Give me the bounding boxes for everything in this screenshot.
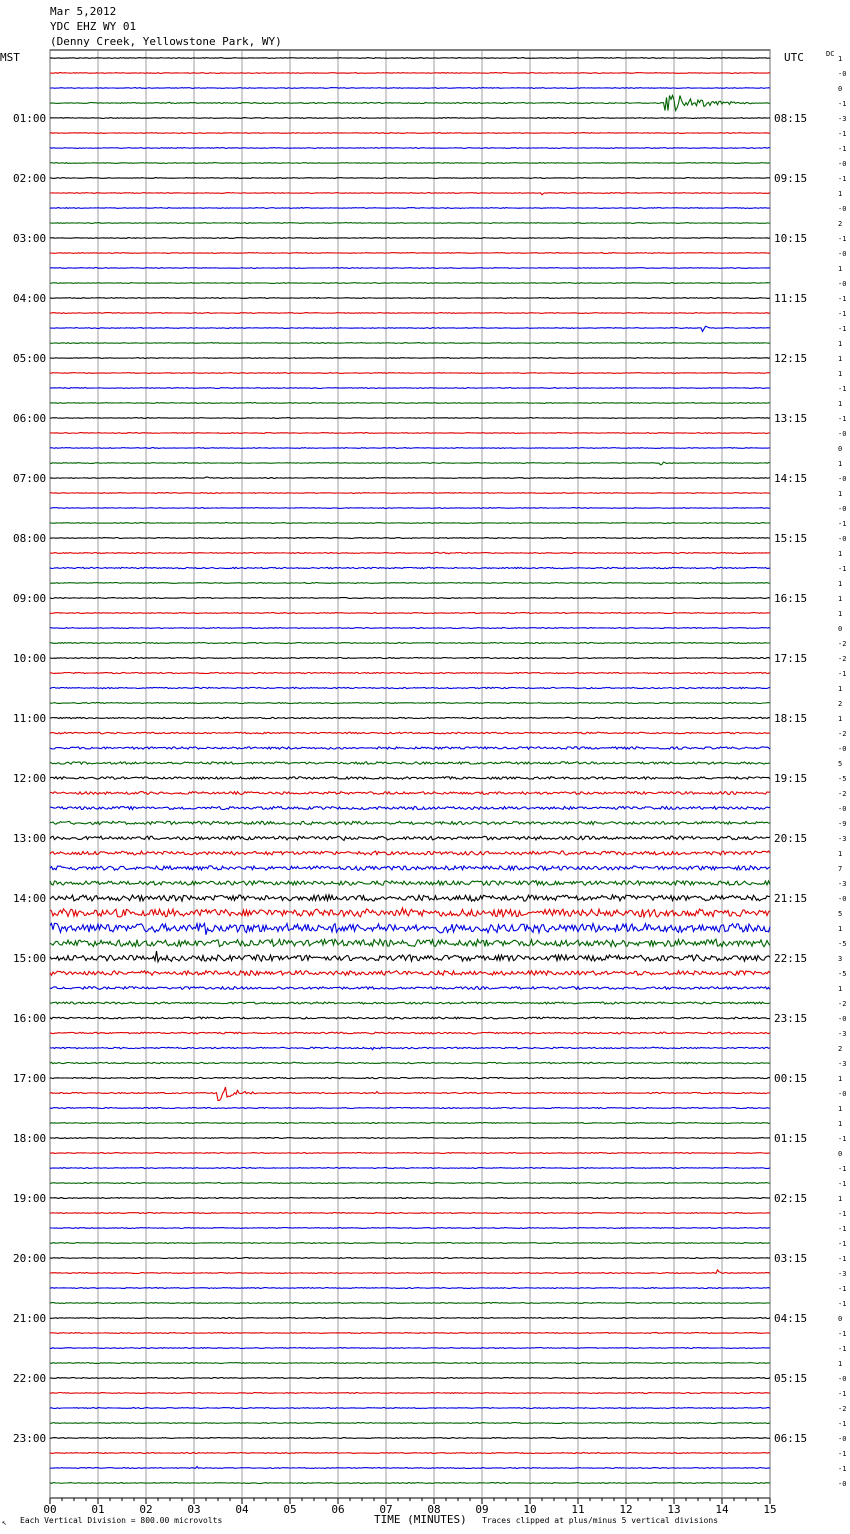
scale-note: Each Vertical Division = 800.00 microvolts: [20, 1516, 223, 1525]
utc-axis-label: UTC: [784, 51, 804, 64]
trace-line: [50, 283, 770, 284]
mst-hour-label: 05:00: [13, 352, 47, 365]
dc-offset-label: -1: [838, 1285, 847, 1293]
dc-offset-label: -1: [838, 565, 847, 573]
trace-line: [50, 1363, 770, 1364]
mst-hour-label: 20:00: [13, 1252, 47, 1265]
trace-line: [50, 1303, 770, 1304]
trace-line: [50, 1138, 770, 1139]
dc-offset-label: 1: [838, 490, 843, 498]
dc-offset-label: 1: [838, 610, 843, 618]
trace-line: [50, 762, 770, 764]
x-tick-label: 03: [187, 1503, 201, 1516]
dc-offset-label: -1: [838, 325, 847, 333]
trace-line: [50, 118, 770, 119]
trace-line: [50, 939, 770, 947]
dc-offset-label: 1: [838, 715, 843, 723]
mst-hour-label: 07:00: [13, 472, 47, 485]
dc-offset-label: -2: [838, 730, 847, 738]
dc-offset-label: 1: [838, 925, 843, 933]
x-tick-label: 10: [523, 1503, 537, 1516]
mst-hour-label: 12:00: [13, 772, 47, 785]
dc-offset-label: -3: [838, 835, 847, 843]
x-tick-label: 06: [331, 1503, 345, 1516]
dc-offset-label: 0: [838, 625, 843, 633]
trace-line: [50, 1047, 770, 1050]
utc-hour-label: 10:15: [774, 232, 808, 245]
trace-line: [50, 1333, 770, 1334]
dc-offset-label: -1: [838, 310, 847, 318]
mst-hour-label: 11:00: [13, 712, 47, 725]
dc-offset-label: -5: [838, 775, 847, 783]
trace-line: [50, 672, 770, 673]
trace-line: [50, 238, 770, 239]
trace-line: [50, 223, 770, 224]
mst-hour-label: 01:00: [13, 112, 47, 125]
mst-hour-label: 16:00: [13, 1012, 47, 1025]
trace-line: [50, 923, 770, 934]
mst-hour-label: 04:00: [13, 292, 47, 305]
mst-hour-label: 13:00: [13, 832, 47, 845]
x-tick-label: 07: [379, 1503, 393, 1516]
dc-header-label: DC: [826, 50, 835, 58]
x-tick-label: 00: [43, 1503, 57, 1516]
trace-group: [50, 58, 770, 1484]
dc-offset-label: 0: [838, 1315, 843, 1323]
trace-line: [50, 538, 770, 539]
trace-line: [50, 1213, 770, 1214]
utc-hour-label: 09:15: [774, 172, 808, 185]
trace-line: [50, 717, 770, 718]
trace-line: [50, 1062, 770, 1063]
trace-line: [50, 1408, 770, 1409]
dc-offset-label: -1: [838, 295, 847, 303]
utc-hour-label: 02:15: [774, 1192, 808, 1205]
dc-offset-label: -5: [838, 940, 847, 948]
trace-line: [50, 1032, 770, 1034]
dc-offset-label: 1: [838, 355, 843, 363]
trace-line: [50, 1258, 770, 1259]
mst-hour-label: 03:00: [13, 232, 47, 245]
trace-line: [50, 373, 770, 374]
dc-offset-label: 1: [838, 685, 843, 693]
x-tick-label: 14: [715, 1503, 729, 1516]
dc-offset-label: -2: [838, 655, 847, 663]
dc-offset-label: 1: [838, 370, 843, 378]
dc-offset-label: -3: [838, 1270, 847, 1278]
trace-line: [50, 58, 770, 59]
dc-offset-label: -2: [838, 1000, 847, 1008]
chart-date: Mar 5,2012: [50, 5, 117, 18]
dc-offset-label: -0: [838, 280, 847, 288]
dc-offset-label: -0: [838, 745, 847, 753]
mst-hour-label: 10:00: [13, 652, 47, 665]
dc-offset-label: -1: [838, 415, 847, 423]
trace-line: [50, 313, 770, 314]
dc-offset-label: -0: [838, 1435, 847, 1443]
dc-offset-label: -1: [838, 1390, 847, 1398]
dc-offset-label: -1: [838, 1345, 847, 1353]
trace-line: [50, 643, 770, 644]
utc-hour-label: 05:15: [774, 1372, 808, 1385]
x-tick-label: 05: [283, 1503, 297, 1516]
dc-offset-label: -1: [838, 130, 847, 138]
dc-offset-label: -5: [838, 970, 847, 978]
trace-line: [50, 971, 770, 976]
x-tick-label: 09: [475, 1503, 489, 1516]
utc-hour-label: 23:15: [774, 1012, 808, 1025]
trace-line: [50, 1318, 770, 1319]
dc-offset-label: 1: [838, 1105, 843, 1113]
dc-offset-label: 1: [838, 1360, 843, 1368]
dc-offset-label: -0: [838, 250, 847, 258]
mst-hour-label: 19:00: [13, 1192, 47, 1205]
trace-line: [50, 462, 770, 465]
trace-line: [50, 777, 770, 780]
trace-line: [50, 747, 770, 750]
x-tick-label: 11: [571, 1503, 585, 1516]
trace-line: [50, 987, 770, 990]
dc-offset-label: -1: [838, 1465, 847, 1473]
trace-line: [50, 88, 770, 89]
dc-offset-label: -0: [838, 475, 847, 483]
dc-offset-label: 7: [838, 865, 843, 873]
trace-line: [50, 1183, 770, 1184]
trace-line: [50, 951, 770, 962]
mst-hour-label: 09:00: [13, 592, 47, 605]
trace-line: [50, 1378, 770, 1379]
utc-hour-label: 16:15: [774, 592, 808, 605]
trace-line: [50, 208, 770, 209]
trace-line: [50, 163, 770, 164]
x-tick-label: 01: [91, 1503, 105, 1516]
trace-line: [50, 866, 770, 870]
trace-line: [50, 628, 770, 629]
dc-offset-label: 1: [838, 55, 843, 63]
trace-line: [50, 1393, 770, 1394]
trace-line: [50, 881, 770, 886]
trace-line: [50, 1228, 770, 1229]
dc-offset-label: 0: [838, 445, 843, 453]
dc-offset-label: -1: [838, 1255, 847, 1263]
dc-offset-label: 1: [838, 190, 843, 198]
dc-offset-label: -0: [838, 70, 847, 78]
dc-offset-label: 0: [838, 85, 843, 93]
trace-line: [50, 358, 770, 359]
utc-hour-label: 18:15: [774, 712, 808, 725]
dc-offset-label: 2: [838, 220, 843, 228]
x-tick-label: 15: [763, 1503, 777, 1516]
dc-offset-label: -1: [838, 1210, 847, 1218]
trace-line: [50, 851, 770, 855]
trace-line: [50, 687, 770, 688]
trace-line: [50, 343, 770, 344]
trace-line: [50, 1002, 770, 1004]
dc-offset-label: 5: [838, 910, 843, 918]
trace-line: [50, 1108, 770, 1109]
dc-offset-label: -0: [838, 1090, 847, 1098]
trace-line: [50, 133, 770, 134]
mst-hour-label: 08:00: [13, 532, 47, 545]
dc-offset-label: -1: [838, 1450, 847, 1458]
dc-offset-label: 3: [838, 955, 843, 963]
trace-line: [50, 552, 770, 554]
utc-hour-label: 22:15: [774, 952, 808, 965]
utc-hour-label: 11:15: [774, 292, 808, 305]
dc-offset-label: -1: [838, 1330, 847, 1338]
trace-line: [50, 836, 770, 840]
dc-offset-label: -1: [838, 1180, 847, 1188]
utc-hour-label: 01:15: [774, 1132, 808, 1145]
trace-line: [50, 388, 770, 389]
trace-line: [50, 403, 770, 404]
trace-line: [50, 1423, 770, 1424]
trace-line: [50, 1123, 770, 1124]
dc-offset-label: -2: [838, 1405, 847, 1413]
utc-hour-label: 17:15: [774, 652, 808, 665]
trace-line: [50, 418, 770, 419]
x-tick-label: 13: [667, 1503, 681, 1516]
corner-mark: ↖: [2, 1518, 7, 1527]
mst-hour-label: 02:00: [13, 172, 47, 185]
x-tick-label: 08: [427, 1503, 441, 1516]
dc-offset-label: 1: [838, 265, 843, 273]
trace-line: [50, 613, 770, 614]
dc-offset-label: 1: [838, 850, 843, 858]
dc-offset-label: -1: [838, 1420, 847, 1428]
dc-offset-label: -0: [838, 160, 847, 168]
trace-line: [50, 1453, 770, 1454]
trace-line: [50, 567, 770, 568]
chart-location: (Denny Creek, Yellowstone Park, WY): [50, 35, 282, 48]
axis-labels: [13, 55, 846, 1516]
trace-line: [50, 1288, 770, 1289]
mst-hour-label: 15:00: [13, 952, 47, 965]
trace-line: [50, 1467, 770, 1469]
chart-station: YDC EHZ WY 01: [50, 20, 137, 33]
mst-hour-label: 21:00: [13, 1312, 47, 1325]
utc-hour-label: 00:15: [774, 1072, 808, 1085]
x-axis-title: TIME (MINUTES): [374, 1513, 467, 1526]
utc-hour-label: 06:15: [774, 1432, 808, 1445]
trace-line: [50, 1243, 770, 1244]
trace-line: [50, 1087, 770, 1100]
dc-offset-label: -1: [838, 1135, 847, 1143]
clip-note: Traces clipped at plus/minus 5 vertical divisions: [482, 1516, 719, 1525]
dc-offset-label: 1: [838, 985, 843, 993]
trace-line: [50, 433, 770, 434]
dc-offset-label: -1: [838, 1300, 847, 1308]
dc-offset-label: -9: [838, 820, 847, 828]
utc-hour-label: 15:15: [774, 532, 808, 545]
trace-line: [50, 523, 770, 524]
mst-hour-label: 22:00: [13, 1372, 47, 1385]
trace-line: [50, 732, 770, 734]
dc-offset-label: -0: [838, 895, 847, 903]
trace-line: [50, 73, 770, 74]
trace-line: [50, 253, 770, 254]
trace-line: [50, 1483, 770, 1484]
dc-offset-label: -0: [838, 805, 847, 813]
dc-offset-label: -1: [838, 670, 847, 678]
dc-offset-label: 1: [838, 595, 843, 603]
trace-line: [50, 298, 770, 299]
x-tick-label: 12: [619, 1503, 633, 1516]
utc-hour-label: 12:15: [774, 352, 808, 365]
trace-line: [50, 1017, 770, 1019]
dc-offset-label: -1: [838, 100, 847, 108]
dc-offset-label: -1: [838, 1165, 847, 1173]
mst-hour-label: 23:00: [13, 1432, 47, 1445]
dc-offset-label: 1: [838, 550, 843, 558]
dc-offset-label: 1: [838, 580, 843, 588]
x-tick-label: 04: [235, 1503, 249, 1516]
trace-line: [50, 598, 770, 599]
dc-offset-label: -1: [838, 235, 847, 243]
mst-hour-label: 06:00: [13, 412, 47, 425]
dc-offset-label: -0: [838, 1375, 847, 1383]
trace-line: [50, 792, 770, 795]
dc-offset-label: -3: [838, 1060, 847, 1068]
dc-offset-label: 1: [838, 1120, 843, 1128]
dc-offset-label: -0: [838, 505, 847, 513]
trace-line: [50, 1270, 770, 1274]
dc-offset-label: -1: [838, 175, 847, 183]
dc-offset-label: -0: [838, 1015, 847, 1023]
dc-offset-label: 1: [838, 340, 843, 348]
mst-hour-label: 17:00: [13, 1072, 47, 1085]
dc-offset-label: -0: [838, 1480, 847, 1488]
trace-line: [50, 508, 770, 509]
trace-line: [50, 1348, 770, 1349]
dc-offset-label: -1: [838, 385, 847, 393]
utc-hour-label: 19:15: [774, 772, 808, 785]
trace-line: [50, 583, 770, 584]
utc-hour-label: 03:15: [774, 1252, 808, 1265]
mst-hour-label: 14:00: [13, 892, 47, 905]
trace-line: [50, 1153, 770, 1154]
dc-offset-label: -1: [838, 1240, 847, 1248]
trace-line: [50, 1198, 770, 1199]
dc-offset-label: 2: [838, 1045, 843, 1053]
trace-line: [50, 821, 770, 824]
x-tick-label: 02: [139, 1503, 153, 1516]
trace-line: [50, 703, 770, 704]
utc-hour-label: 21:15: [774, 892, 808, 905]
dc-offset-label: 0: [838, 1150, 843, 1158]
trace-line: [50, 148, 770, 149]
dc-offset-label: -2: [838, 640, 847, 648]
dc-offset-label: 2: [838, 700, 843, 708]
dc-offset-label: 1: [838, 1195, 843, 1203]
trace-line: [50, 96, 770, 111]
dc-offset-label: 1: [838, 400, 843, 408]
mst-hour-label: 18:00: [13, 1132, 47, 1145]
utc-hour-label: 14:15: [774, 472, 808, 485]
utc-hour-label: 13:15: [774, 412, 808, 425]
trace-line: [50, 1438, 770, 1439]
utc-hour-label: 20:15: [774, 832, 808, 845]
trace-line: [50, 908, 770, 917]
dc-offset-label: -3: [838, 1030, 847, 1038]
trace-line: [50, 1077, 770, 1078]
trace-line: [50, 193, 770, 195]
dc-offset-label: -3: [838, 880, 847, 888]
utc-hour-label: 04:15: [774, 1312, 808, 1325]
dc-offset-label: -1: [838, 520, 847, 528]
trace-line: [50, 268, 770, 269]
dc-offset-label: -1: [838, 145, 847, 153]
mst-axis-label: MST: [0, 51, 20, 64]
trace-line: [50, 1168, 770, 1169]
trace-line: [50, 326, 770, 331]
dc-offset-label: 1: [838, 460, 843, 468]
dc-offset-label: -0: [838, 205, 847, 213]
dc-offset-label: -0: [838, 535, 847, 543]
dc-offset-label: -1: [838, 1225, 847, 1233]
trace-line: [50, 895, 770, 901]
trace-line: [50, 178, 770, 179]
dc-offset-label: 5: [838, 760, 843, 768]
trace-line: [50, 448, 770, 449]
utc-hour-label: 08:15: [774, 112, 808, 125]
trace-line: [50, 493, 770, 494]
trace-line: [50, 477, 770, 478]
dc-offset-label: 1: [838, 1075, 843, 1083]
trace-line: [50, 657, 770, 658]
dc-offset-label: -2: [838, 790, 847, 798]
dc-offset-label: -3: [838, 115, 847, 123]
dc-offset-label: -0: [838, 430, 847, 438]
trace-line: [50, 807, 770, 810]
